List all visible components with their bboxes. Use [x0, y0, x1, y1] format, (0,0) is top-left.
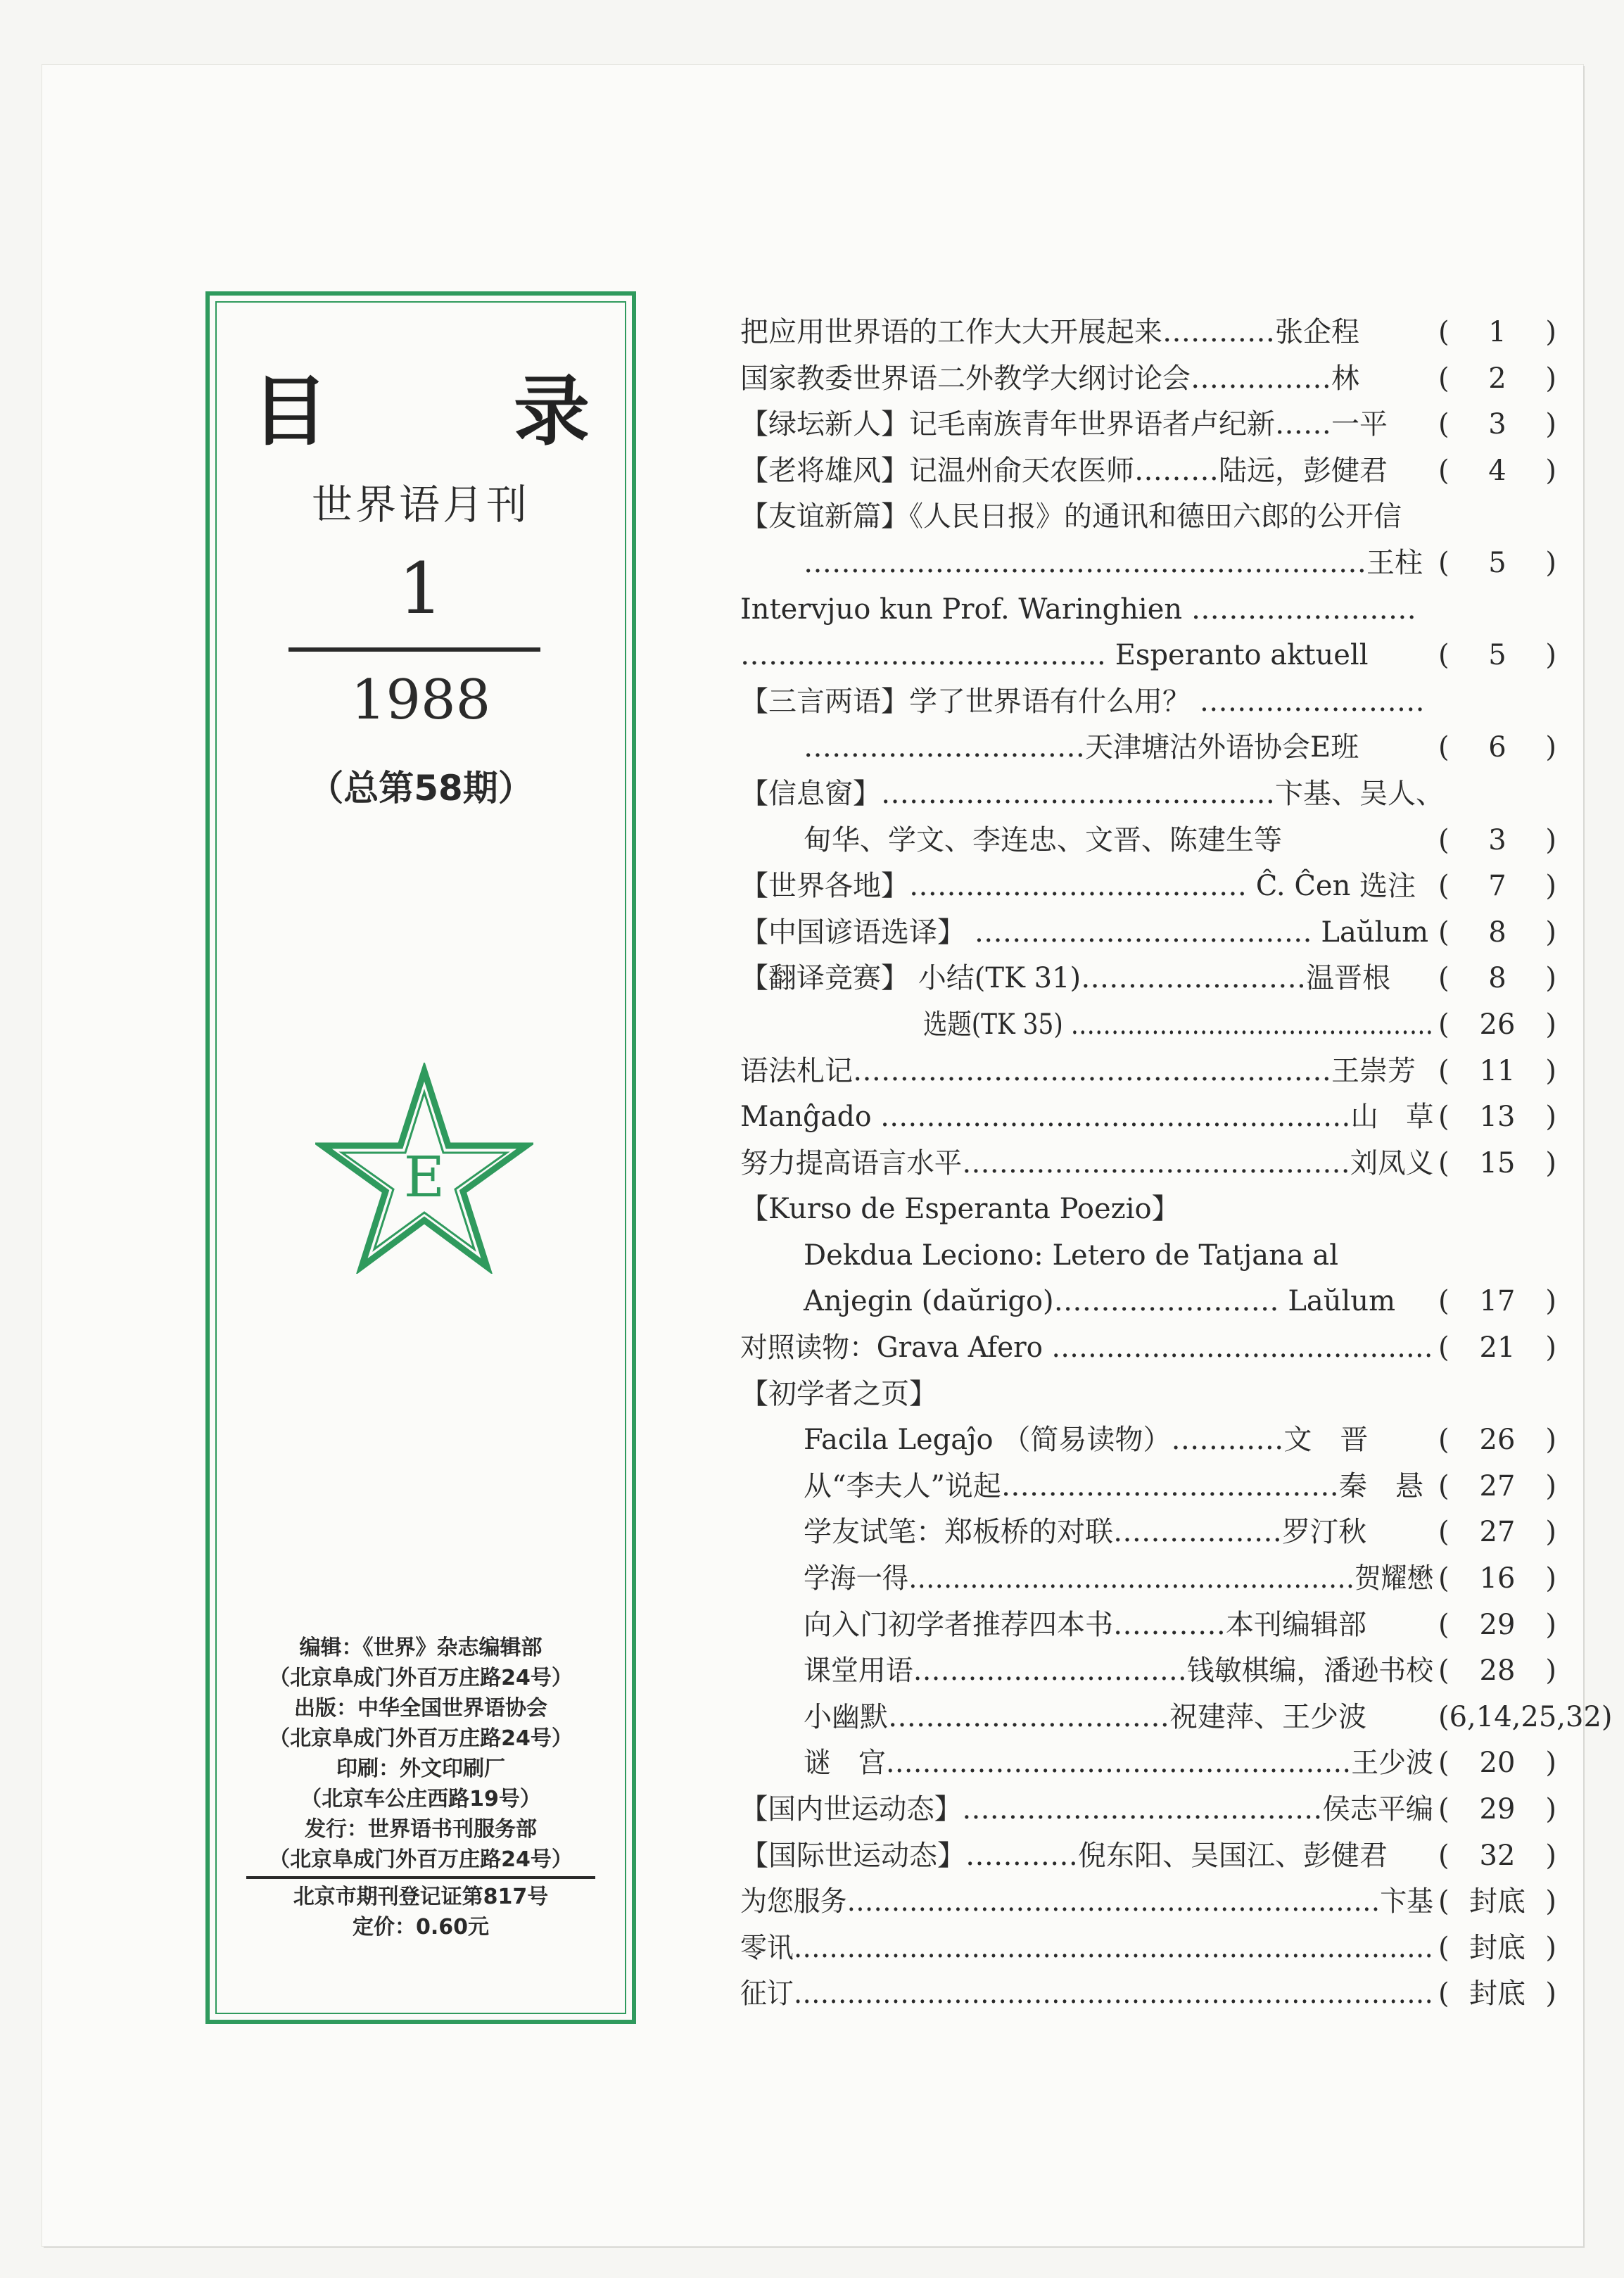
toc-entry	[740, 1002, 1556, 1049]
toc-entry-title: Manĝado ……………………………………………山 草	[740, 1101, 1434, 1134]
toc-page-number: 3	[1488, 823, 1506, 856]
toc-entry-title: Facila Legaĵo （简易读物）…………文 晋	[804, 1424, 1369, 1457]
toc-entry	[740, 310, 1556, 356]
toc-page-ref: ( 16 )	[1438, 1556, 1556, 1602]
colophon-line: 印刷：外文印刷厂	[336, 1757, 505, 1781]
colophon-line: （北京阜成门外百万庄路24号）	[269, 1847, 573, 1872]
toc-entry	[740, 1325, 1556, 1372]
toc-page-ref: ( 5 )	[1438, 540, 1556, 587]
toc-entry-title: 【中国谚语选译】 ……………………………… Laŭlum	[740, 916, 1429, 949]
colophon-line: （北京阜成门外百万庄路24号）	[269, 1726, 573, 1751]
toc-entry-title: 【Kurso de Esperanta Poezio】	[740, 1193, 1180, 1226]
toc-page-number: 8	[1488, 916, 1506, 949]
toc-entry	[740, 1094, 1556, 1141]
toc-entry-title: 【老将雄风】记温州俞天农医师………陆远，彭健君	[740, 454, 1388, 487]
toc-page-number: 4	[1488, 454, 1506, 487]
toc-page-number: 封底	[1469, 1885, 1525, 1918]
toc-page-ref: ( 7 )	[1438, 863, 1556, 910]
toc-entry	[740, 1971, 1556, 2018]
cover-info-panel	[205, 291, 636, 2024]
toc-entry	[740, 1833, 1556, 1880]
toc-page-number: 6,14,25,32	[1449, 1700, 1601, 1733]
toc-entry	[740, 1233, 1556, 1279]
toc-page-number: 3	[1488, 408, 1506, 441]
toc-entry	[740, 1602, 1556, 1649]
toc-entry	[740, 402, 1556, 448]
toc-entry-title: 征订………………………………………………………………	[740, 1978, 1433, 2011]
toc-entry	[740, 1510, 1556, 1556]
toc-entry-title: Intervjuo kun Prof. Waringhien ……………………	[740, 593, 1416, 626]
toc-page-ref: ( 27 )	[1438, 1464, 1556, 1510]
toc-page-ref: ( 32 )	[1438, 1833, 1556, 1880]
colophon	[210, 1633, 632, 1942]
toc-page-ref: ( 20 )	[1438, 1740, 1556, 1787]
toc-page-ref: ( 13 )	[1438, 1094, 1556, 1141]
toc-page-number: 32	[1479, 1839, 1516, 1872]
toc-entry-title: 国家教委世界语二外教学大纲讨论会……………林	[740, 362, 1359, 395]
toc-page-number: 29	[1479, 1793, 1516, 1825]
toc-page-number: 27	[1479, 1516, 1516, 1549]
toc-page-ref: ( 2 )	[1438, 356, 1556, 403]
issue-number: 1	[398, 548, 443, 630]
toc-entry-title: ……………………………………………………王柱	[804, 546, 1423, 579]
toc-entry	[740, 633, 1556, 679]
toc-page-ref: ( 29 )	[1438, 1602, 1556, 1649]
toc-entry-title: 甸华、学文、李连忠、文晋、陈建生等	[804, 823, 1282, 856]
toc-page-ref: ( 11 )	[1438, 1049, 1556, 1095]
contents-title	[252, 359, 590, 456]
toc-page-number: 11	[1479, 1054, 1516, 1087]
toc-page-number: 28	[1479, 1654, 1516, 1688]
price: 定价：0.60元	[352, 1915, 490, 1940]
toc-entry-title: 学海一得……………………………………………贺耀懋	[804, 1562, 1433, 1595]
toc-page-ref: ( 封底 )	[1438, 1925, 1556, 1972]
toc-entry	[740, 679, 1556, 726]
toc-page-number: 8	[1488, 962, 1506, 995]
toc-entry-title: Dekdua Leciono: Letero de Tatjana al	[804, 1239, 1339, 1272]
toc-page-ref: ( 6 )	[1438, 725, 1556, 771]
toc-page-number: 17	[1479, 1285, 1516, 1318]
toc-entry	[740, 818, 1556, 864]
toc-entry-title: 努力提高语言水平……………………………………刘凤义	[740, 1146, 1433, 1179]
toc-entry-title: Anjegin (daŭrigo)…………………… Laŭlum	[804, 1285, 1395, 1318]
toc-entry-title: 为您服务……………………………………………………卞基	[740, 1885, 1433, 1918]
toc-page-ref: ( 4 )	[1438, 448, 1556, 495]
toc-page-number: 16	[1479, 1562, 1516, 1595]
table-of-contents	[740, 310, 1613, 2018]
toc-page-number: 15	[1479, 1146, 1516, 1179]
toc-entry	[740, 1787, 1556, 1833]
toc-page-ref: ( 21 )	[1438, 1325, 1556, 1372]
toc-page-number: 13	[1479, 1101, 1516, 1134]
toc-page-ref: ( 8 )	[1438, 956, 1556, 1002]
toc-page-number: 20	[1479, 1747, 1516, 1780]
toc-page-ref: ( 28 )	[1438, 1648, 1556, 1695]
toc-page-ref: ( 29 )	[1438, 1787, 1556, 1833]
toc-entry-title: 【国内世运动态】…………………………………侯志平编	[740, 1793, 1433, 1825]
colophon-line: 发行：世界语书刊服务部	[305, 1817, 537, 1842]
colophon-line: 编辑：《世界》杂志编辑部	[299, 1635, 543, 1660]
toc-entry-title: 学友试笔：郑板桥的对联………………罗汀秋	[804, 1516, 1366, 1549]
toc-entry-title: 把应用世界语的工作大大开展起来…………张企程	[740, 316, 1359, 348]
toc-page-ref: ( 1 )	[1438, 310, 1556, 356]
toc-entry	[740, 863, 1556, 910]
toc-entry-title: …………………………天津塘沽外语协会E班	[804, 731, 1359, 764]
title-char-lu: 录	[513, 367, 590, 456]
toc-entry	[740, 448, 1556, 495]
toc-entry	[740, 1187, 1556, 1233]
toc-page-ref: ( 17 )	[1438, 1279, 1556, 1325]
emblem-letter: E	[403, 1144, 445, 1210]
toc-page-ref: ( 27 )	[1438, 1510, 1556, 1556]
toc-entry	[740, 587, 1556, 633]
toc-entry-title: 向入门初学者推荐四本书…………本刊编辑部	[804, 1608, 1366, 1641]
colophon-line: 出版：中华全国世界语协会	[294, 1696, 547, 1721]
esperanto-star-icon	[315, 1063, 533, 1274]
toc-entry-title: 【友谊新篇】《人民日报》的通讯和德田六郎的公开信	[740, 500, 1402, 533]
colophon-line: （北京阜成门外百万庄路24号）	[269, 1666, 573, 1690]
toc-entry	[740, 956, 1556, 1002]
toc-entry-title: 从“李夫人”说起………………………………秦 悬	[804, 1469, 1423, 1502]
toc-page-number: 27	[1479, 1469, 1516, 1502]
toc-entry	[740, 1925, 1556, 1972]
toc-entry	[740, 1648, 1556, 1695]
toc-entry	[740, 1740, 1556, 1787]
toc-entry	[740, 1695, 1613, 1741]
toc-entry	[740, 1049, 1556, 1095]
toc-page-ref: ( 6,14,25,32 )	[1438, 1695, 1556, 1741]
toc-entry	[740, 1464, 1556, 1510]
toc-entry-title: 对照读物：Grava Afero ……………………………………	[740, 1331, 1433, 1365]
toc-entry-title: ………………………………… Esperanto aktuell	[740, 639, 1369, 672]
colophon-line: （北京车公庄西路19号）	[300, 1787, 541, 1811]
toc-entry	[740, 725, 1556, 771]
toc-entry	[740, 540, 1556, 587]
toc-entry-title: 【三言两语】学了世界语有什么用？ ……………………	[740, 685, 1425, 718]
toc-entry	[740, 910, 1556, 956]
toc-page-ref: ( 15 )	[1438, 1141, 1556, 1187]
toc-entry	[740, 1879, 1556, 1925]
toc-page-number: 26	[1479, 1008, 1516, 1041]
toc-page-number: 7	[1488, 870, 1506, 903]
toc-entry-title: 【翻译竞赛】 小结(TK 31)……………………温晋根	[740, 962, 1391, 995]
divider	[288, 647, 540, 652]
toc-entry-title: 小幽默…………………………祝建萍、王少波	[804, 1700, 1366, 1733]
toc-entry-title: 【信息窗】……………………………………卞基、吴人、	[740, 777, 1444, 810]
toc-page-ref: ( 26 )	[1438, 1002, 1556, 1049]
issue-year: 1988	[350, 669, 491, 732]
colophon-divider	[246, 1876, 595, 1879]
total-issue: （总第58期）	[308, 768, 533, 809]
toc-page-number: 6	[1488, 731, 1506, 764]
toc-entry	[740, 1417, 1556, 1464]
toc-page-ref: ( 26 )	[1438, 1417, 1556, 1464]
toc-entry	[740, 1372, 1556, 1418]
toc-page-number: 21	[1479, 1331, 1516, 1365]
toc-page-number: 封底	[1469, 1978, 1525, 2011]
toc-page-number: 29	[1479, 1608, 1516, 1641]
toc-entry-title: 【初学者之页】	[740, 1377, 937, 1410]
publication-name: 世界语月刊	[311, 481, 530, 529]
toc-page-ref: ( 封底 )	[1438, 1879, 1556, 1925]
toc-entry-title: 【绿坛新人】记毛南族青年世界语者卢纪新……一平	[740, 408, 1388, 441]
toc-page-number: 封底	[1469, 1931, 1525, 1964]
title-char-mu: 目	[252, 367, 329, 456]
toc-entry-title: 谜 宫……………………………………………王少波	[804, 1747, 1433, 1780]
toc-page-number: 26	[1479, 1424, 1516, 1457]
toc-page-number: 5	[1488, 639, 1506, 672]
toc-entry-title: 选题(TK 35) ………………………………………	[923, 1008, 1434, 1041]
toc-page-ref: ( 8 )	[1438, 910, 1556, 956]
toc-page-ref: ( 3 )	[1438, 818, 1556, 864]
toc-page-number: 5	[1488, 546, 1506, 579]
toc-entry	[740, 356, 1556, 403]
toc-entry-title: 课堂用语…………………………钱敏棋编，潘逊书校	[804, 1654, 1433, 1688]
toc-page-number: 2	[1488, 362, 1506, 395]
toc-page-ref: ( 3 )	[1438, 402, 1556, 448]
toc-entry	[740, 1141, 1556, 1187]
toc-entry	[740, 494, 1556, 540]
toc-entry	[740, 771, 1556, 818]
toc-page-ref: ( 5 )	[1438, 633, 1556, 679]
toc-entry-title: 【国际世运动态】…………倪东阳、吴国江、彭健君	[740, 1839, 1388, 1872]
toc-entry-title: 语法札记……………………………………………王崇芳	[740, 1054, 1416, 1087]
toc-entry-title: 【世界各地】……………………………… Ĉ. Ĉen 选注	[740, 870, 1416, 903]
toc-entry	[740, 1556, 1556, 1602]
toc-page-number: 1	[1488, 316, 1506, 348]
toc-entry	[740, 1279, 1556, 1325]
registration-number: 北京市期刊登记证第817号	[293, 1885, 549, 1909]
toc-page-ref: ( 封底 )	[1438, 1971, 1556, 2018]
toc-entry-title: 零讯………………………………………………………………	[740, 1931, 1433, 1964]
